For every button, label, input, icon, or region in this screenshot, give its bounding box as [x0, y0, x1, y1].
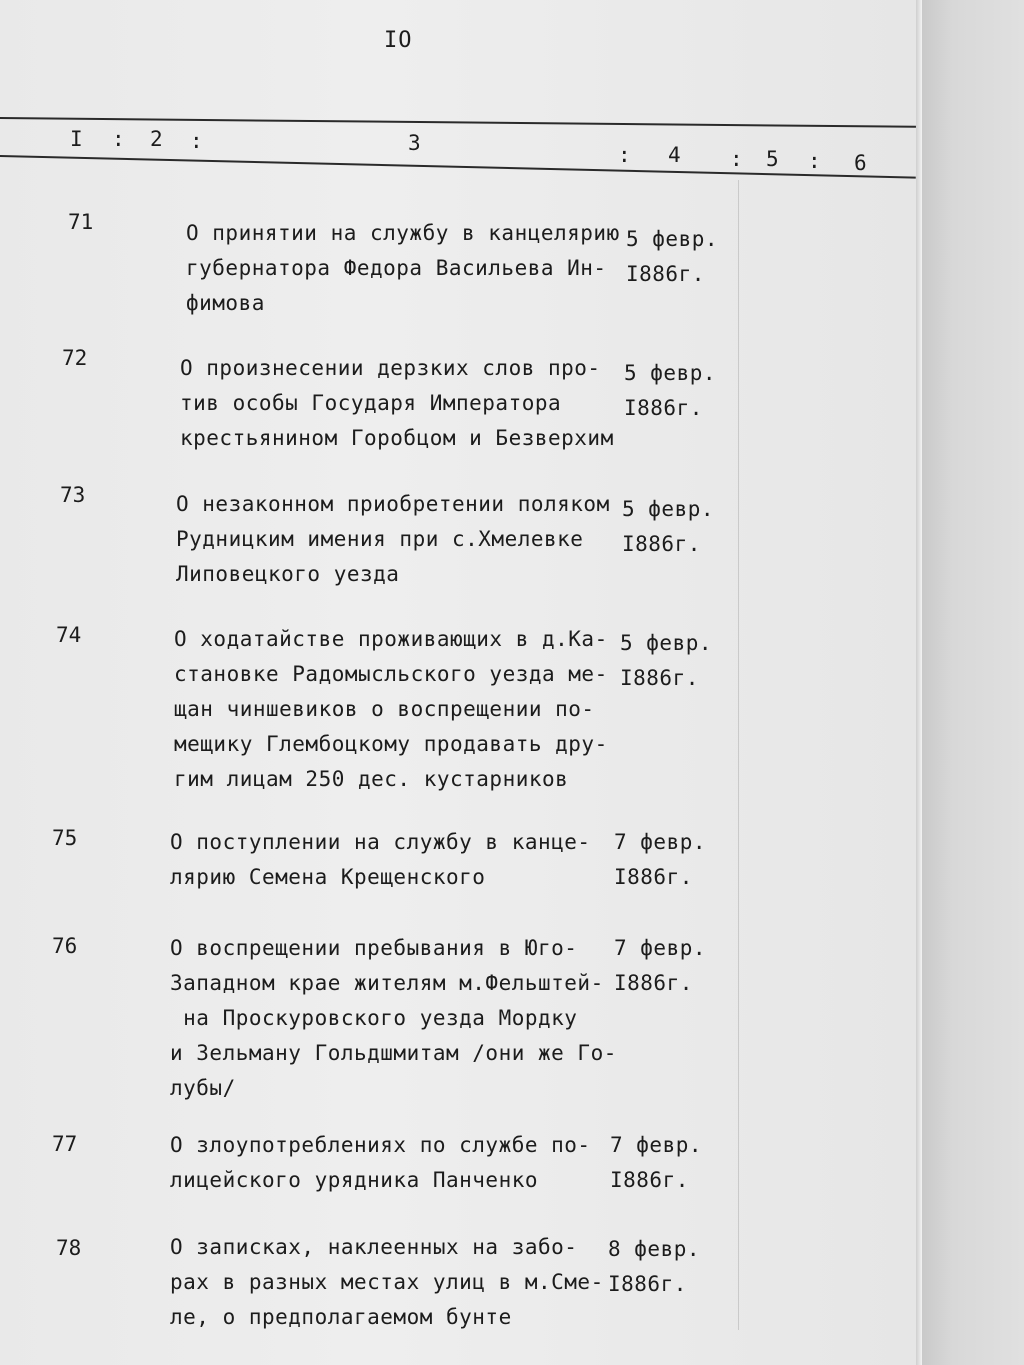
entry-title: О принятии на службу в канцелярию губернатора Федора Васильева Ин- фимова [186, 221, 620, 315]
column-separator: : [730, 147, 745, 171]
column-divider [738, 180, 739, 1330]
column-header-4: 4 [668, 143, 683, 167]
entry-date: 5 февр. I886г. [622, 497, 715, 556]
entry-title: О ходатайстве проживающих в д.Ка- становке Радомысльского уезда ме- щан чиншевиков о воспрещении по- мещику Глембоцкому продавать дру- гим лицам 250 дес. кустарников [174, 627, 608, 791]
entry-date: 5 февр. I886г. [624, 361, 717, 420]
page-edge [916, 0, 922, 1365]
entry-title: О произнесении дерзких слов про- тив особы Государя Императора крестьянином Горобцом и Безверхим [180, 356, 614, 450]
column-header-2: 2 [150, 127, 165, 151]
entry-number: 71 [68, 210, 94, 234]
entry-date: 7 февр. I886г. [610, 1133, 703, 1192]
entry-title: О записках, наклеенных на забо- рах в разных местах улиц в м.Сме- ле, о предполагаемом бунте [170, 1235, 604, 1329]
entry-title: О незаконном приобретении поляком Рудницким имения при с.Хмелевке Липовецкого уезда [176, 492, 610, 586]
entry-date: 8 февр. I886г. [608, 1237, 701, 1296]
page-number: IO [384, 28, 413, 53]
entry-date: 5 февр. I886г. [626, 227, 719, 286]
column-header-1: I [70, 127, 85, 151]
entry-number: 73 [60, 483, 86, 507]
entry-number: 75 [52, 826, 78, 850]
entry-number: 78 [56, 1236, 82, 1260]
entry-title: О поступлении на службу в канце- лярию Семена Крещенского [170, 830, 591, 889]
column-header-3: 3 [408, 131, 423, 155]
entry-number: 74 [56, 623, 82, 647]
entry-date: 7 февр. I886г. [614, 936, 707, 995]
entry-number: 76 [52, 934, 78, 958]
column-separator: : [808, 149, 823, 173]
entry-title: О злоупотреблениях по службе по- лицейского урядника Панченко [170, 1133, 591, 1192]
entry-date: 5 февр. I886г. [620, 631, 713, 690]
entry-date: 7 февр. I886г. [614, 830, 707, 889]
entry-number: 72 [62, 346, 88, 370]
column-header-5: 5 [766, 147, 781, 171]
column-header-6: 6 [854, 151, 869, 175]
entry-title: О воспрещении пребывания в Юго- Западном крае жителям м.Фельштей- на Проскуровского уезда Мордку и Зельману Гольдшмитам /они же Го- лубы/ [170, 936, 617, 1100]
background-surface [922, 0, 1024, 1365]
column-separator: : [618, 143, 633, 167]
column-separator: : [190, 129, 205, 153]
entry-number: 77 [52, 1132, 78, 1156]
column-separator: : [112, 127, 127, 151]
